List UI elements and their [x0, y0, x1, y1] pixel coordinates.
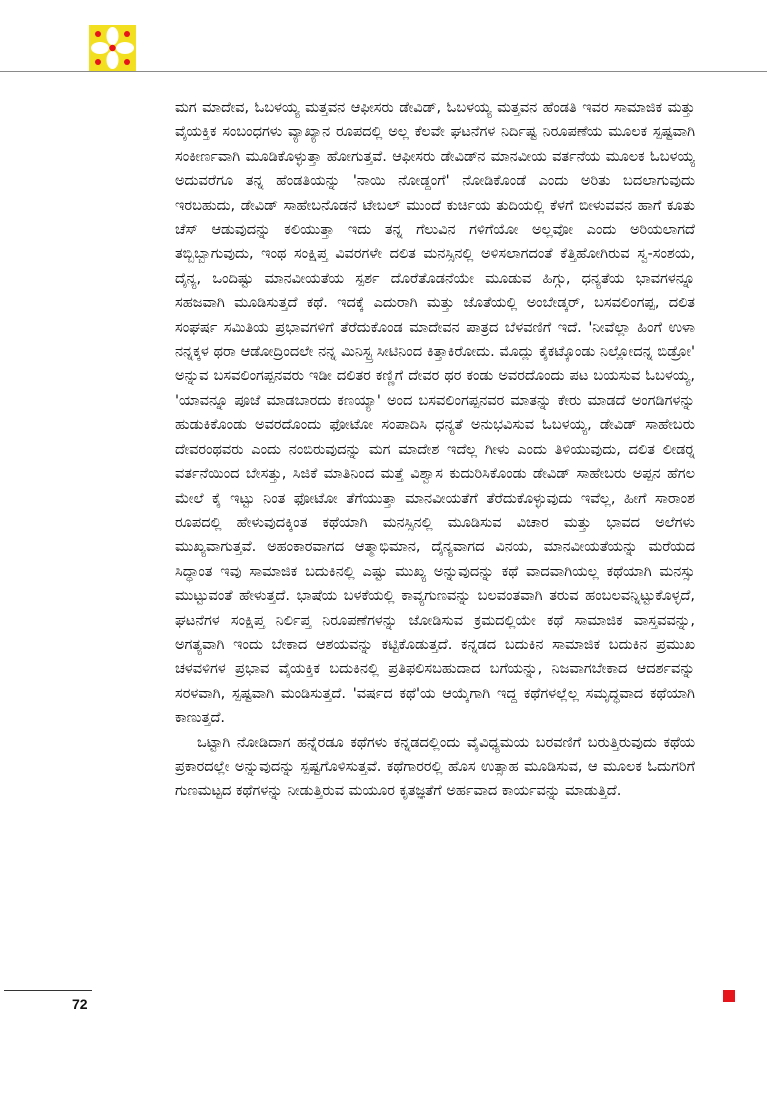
- page-number: 72: [72, 996, 88, 1012]
- body-paragraph: ಮಗ ಮಾದೇವ, ಓಬಳಯ್ಯ ಮತ್ತವನ ಆಫೀಸರು ಡೇವಿಡ್, ಓಬಳಯ್ಯ ಮತ್ತವನ ಹೆಂಡತಿ ಇವರ ಸಾಮಾಜಿಕ ಮತ್ತು ವೈಯಕ್ತಿಕ ಸಂಬಂಧಗಳು ವ್ಯಾಖ್ಯಾನ ರೂಪದಲ್ಲಿ ಅಲ್ಲ ಕೆಲವೇ ಘಟನೆಗಳ ನಿರ್ದಿಷ್ಟ ನಿರೂಪಣೆಯ ಮೂಲಕ ಸ್ಪಷ್ಟವಾಗಿ ಸಂಕೀರ್ಣವಾಗಿ ಮೂಡಿಕೊಳ್ಳುತ್ತಾ ಹೋಗುತ್ತವೆ. ಆಫೀಸರು ಡೇವಿಡ್‍ನ ಮಾನವೀಯ ವರ್ತನೆಯ ಮೂಲಕ ಓಬಳಯ್ಯ ಅದುವರೆಗೂ ತನ್ನ ಹೆಂಡತಿಯನ್ನು 'ನಾಯಿ ನೋಡ್ದಂಗೆ' ನೋಡಿಕೊಂಡೆ ಎಂದು ಅರಿತು ಬದಲಾಗುವುದು ಇರಬಹುದು, ಡೇವಿಡ್ ಸಾಹೇಬನೊಡನೆ ಟೇಬಲ್ ಮುಂದೆ ಕುರ್ಚಿಯ ತುದಿಯಲ್ಲಿ ಕೆಳಗೆ ಬೀಳುವವನ ಹಾಗೆ ಕೂತು ಚೆಸ್ ಆಡುವುದನ್ನು ಕಲಿಯುತ್ತಾ ಇದು ತನ್ನ ಗೆಲುವಿನ ಗಳಿಗೆಯೋ ಅಲ್ಲವೋ ಎಂದು ಅರಿಯಲಾಗದೆ ತಬ್ಬಿಬ್ಬಾಗುವುದು, ಇಂಥ ಸಂಕ್ಷಿಪ್ತ ವಿವರಗಳೇ ದಲಿತ ಮನಸ್ಸಿನಲ್ಲಿ ಅಳಿಸಲಾಗದಂತೆ ಕೆತ್ತಿಹೋಗಿರುವ ಸ್ವ-ಸಂಶಯ, ದೈನ್ಯ, ಒಂದಿಷ್ಟು ಮಾನವೀಯತೆಯ ಸ್ಪರ್ಶ ದೊರೆತೊಡನೆಯೇ ಮೂಡುವ ಹಿಗ್ಗು, ಧನ್ಯತೆಯ ಭಾವಗಳನ್ನೂ ಸಹಜವಾಗಿ ಮೂಡಿಸುತ್ತದೆ ಕಥೆ. ಇದಕ್ಕೆ ಎದುರಾಗಿ ಮತ್ತು ಜೊತೆಯಲ್ಲಿ ಅಂಬೇಡ್ಕರ್, ಬಸವಲಿಂಗಪ್ಪ, ದಲಿತ ಸಂಘರ್ಷ ಸಮಿತಿಯ ಪ್ರಭಾವಗಳಿಗೆ ತೆರೆದುಕೊಂಡ ಮಾದೇವನ ಪಾತ್ರದ ಬೆಳವಣಿಗೆ ಇದೆ. 'ನೀವೆಲ್ಲಾ ಹಿಂಗೆ ಉಳಾ ನನ್ನಕ್ಕಳ ಥರಾ ಆಡೋದ್ರಿಂದಲೇ ನನ್ನ ಮಿನಿಸ್ಟ್ರ ಸೀಟಿನಿಂದ ಕಿತ್ತಾಕಿರೋದು. ಮೊದ್ಲು ಕೈಕಟ್ಕೊಂಡು ನಿಲ್ಲೋದನ್ನ ಬಿಡ್ರೋ' ಅನ್ನುವ ಬಸವಲಿಂಗಪ್ಪನವರು ಇಡೀ ದಲಿತರ ಕಣ್ಣಿಗೆ ದೇವರ ಥರ ಕಂಡು ಅವರದೊಂದು ಪಟ ಬಯಸುವ ಓಬಳಯ್ಯ, 'ಯಾವನ್ನೂ ಪೂಜೆ ಮಾಡಬಾರದು ಕಣಯ್ಯಾ' ಅಂದ ಬಸವಲಿಂಗಪ್ಪನವರ ಮಾತನ್ನು ಕೇರು ಮಾಡದೆ ಅಂಗಡಿಗಳನ್ನು ಹುಡುಕಿಕೊಂಡು ಅವರದೊಂದು ಫೋಟೋ ಸಂಪಾದಿಸಿ ಧನ್ಯತೆ ಅನುಭವಿಸುವ ಓಬಳಯ್ಯ, ಡೇವಿಡ್ ಸಾಹೇಬರು ದೇವರಂಥವರು ಎಂದು ನಂಬಿರುವುದನ್ನು ಮಗ ಮಾದೇಶ ಇದೆಲ್ಲ ಗೀಳು ಎಂದು ತಿಳಿಯುವುದು, ದಲಿತ ಲೀಡರ್‍ನ ವರ್ತನೆಯಿಂದ ಬೇಸತ್ತು, ಸಿಜಿಕೆ ಮಾತಿನಿಂದ ಮತ್ತೆ ವಿಶ್ವಾಸ ಕುದುರಿಸಿಕೊಂಡು ಡೇವಿಡ್ ಸಾಹೇಬರು ಅಪ್ಪನ ಹೆಗಲ ಮೇಲೆ ಕೈ ಇಟ್ಟು ನಿಂತ ಫೋಟೋ ತೆಗೆಯುತ್ತಾ ಮಾನವೀಯತೆಗೆ ತೆರೆದುಕೊಳ್ಳುವುದು ಇವೆಲ್ಲ, ಹೀಗೆ ಸಾರಾಂಶ ರೂಪದಲ್ಲಿ ಹೇಳುವುದಕ್ಕಿಂತ ಕಥೆಯಾಗಿ ಮನಸ್ಸಿನಲ್ಲಿ ಮೂಡಿಸುವ ವಿಚಾರ ಮತ್ತು ಭಾವದ ಅಲೆಗಳು ಮುಖ್ಯವಾಗುತ್ತವೆ. ಅಹಂಕಾರವಾಗದ ಆತ್ಮಾಭಿಮಾನ, ದೈನ್ಯವಾಗದ ವಿನಯ, ಮಾನವೀಯತೆಯನ್ನು ಮರೆಯದ ಸಿದ್ಧಾಂತ ಇವು ಸಾಮಾಜಿಕ ಬದುಕಿನಲ್ಲಿ ಎಷ್ಟು ಮುಖ್ಯ ಅನ್ನುವುದನ್ನು ಕಥೆ ವಾದವಾಗಿಯಲ್ಲ ಕಥೆಯಾಗಿ ಮನಸ್ಸು ಮುಟ್ಟುವಂತೆ ಹೇಳುತ್ತದೆ. ಭಾಷೆಯ ಬಳಕೆಯಲ್ಲಿ ಕಾವ್ಯಗುಣವನ್ನು ಬಲವಂತವಾಗಿ ತರುವ ಹಂಬಲವನ್ನಿಟ್ಟುಕೊಳ್ಳದೆ, ಘಟನೆಗಳ ಸಂಕ್ಷಿಪ್ತ ನಿರ್ಲಿಪ್ತ ನಿರೂಪಣೆಗಳನ್ನು ಜೋಡಿಸುವ ಕ್ರಮದಲ್ಲಿಯೇ ಕಥೆ ಸಾಮಾಜಿಕ ವಾಸ್ತವವನ್ನು, ಅಗತ್ಯವಾಗಿ ಇಂದು ಬೇಕಾದ ಆಶಯವನ್ನು ಕಟ್ಟಿಕೊಡುತ್ತದೆ. ಕನ್ನಡದ ಬದುಕಿನ ಸಾಮಾಜಿಕ ಬದುಕಿನ ಪ್ರಮುಖ ಚಳವಳಿಗಳ ಪ್ರಭಾವ ವೈಯಕ್ತಿಕ ಬದುಕಿನಲ್ಲಿ ಪ್ರತಿಫಲಿಸಬಹುದಾದ ಬಗೆಯನ್ನು, ನಿಜವಾಗಬೇಕಾದ ಆದರ್ಶವನ್ನು ಸರಳವಾಗಿ, ಸ್ಪಷ್ಟವಾಗಿ ಮಂಡಿಸುತ್ತದೆ. 'ವರ್ಷದ ಕಥೆ'ಯ ಆಯ್ಕೆಗಾಗಿ ಇದ್ದ ಕಥೆಗಳಲ್ಲೆಲ್ಲ ಸಮೃದ್ಧವಾದ ಕಥೆಯಾಗಿ ಕಾಣುತ್ತದೆ.: [175, 100, 695, 727]
- footer-rule: [4, 990, 92, 991]
- flower-ornament-icon: [89, 25, 136, 71]
- red-square-icon: [723, 990, 735, 1002]
- header-rule: [0, 71, 767, 72]
- body-paragraph: ಒಟ್ಟಾಗಿ ನೋಡಿದಾಗ ಹನ್ನೆರಡೂ ಕಥೆಗಳು ಕನ್ನಡದಲ್ಲಿಂದು ವೈವಿಧ್ಯಮಯ ಬರವಣಿಗೆ ಬರುತ್ತಿರುವುದು ಕಥೆಯ ಪ್ರಕಾರದಲ್ಲೇ ಅನ್ನುವುದನ್ನು ಸ್ಪಷ್ಟಗೊಳಿಸುತ್ತವೆ. ಕಥೆಗಾರರಲ್ಲಿ ಹೊಸ ಉತ್ಸಾಹ ಮೂಡಿಸುವ, ಆ ಮೂಲಕ ಓದುಗರಿಗೆ ಗುಣಮಟ್ಟದ ಕಥೆಗಳನ್ನು ನೀಡುತ್ತಿರುವ ಮಯೂರ ಕೃತಜ್ಞತೆಗೆ ಅರ್ಹವಾದ ಕಾರ್ಯವನ್ನು ಮಾಡುತ್ತಿದೆ.: [175, 734, 695, 800]
- article-body: [175, 96, 695, 986]
